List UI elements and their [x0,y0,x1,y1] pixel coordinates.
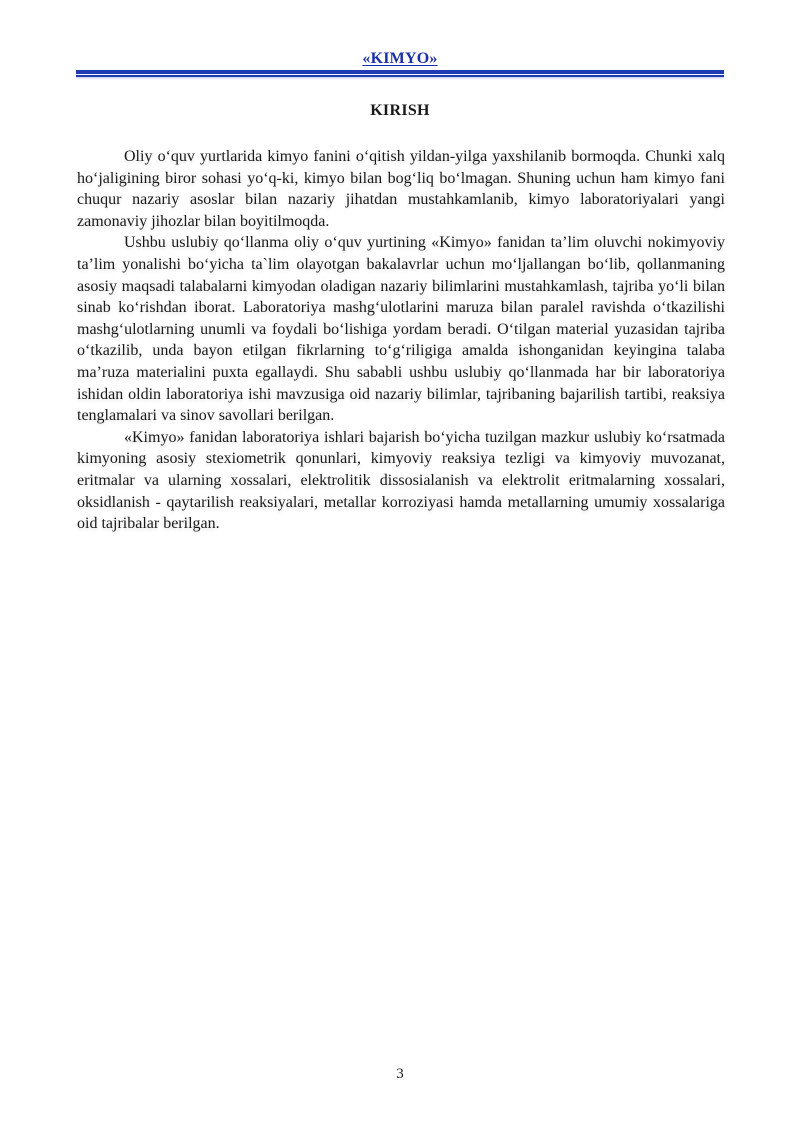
paragraph-3: «Kimyo» fanidan laboratoriya ishlari bajarish boʻyicha tuzilgan mazkur uslubiy koʻrsatmada kimyoning asosiy stexiometrik qonunlari, kimyoviy reaksiya tezligi va kimyoviy muvozanat, eritmalar va ularning xossalari, elektrolitik dissosialanish va elektrolit eritmalarning xossalari, oksidlanish - qaytarilish reaksiyalari, metallar korroziyasi hamda metallarning umumiy xossalariga oid tajribalar berilgan. [77,428,725,533]
header-double-rule [76,70,724,78]
body-text [77,146,725,535]
page-number: 3 [396,1066,404,1082]
paragraph-1: Oliy oʻquv yurtlarida kimyo fanini oʻqitish yildan-yilga yaxshilanib bormoqda. Chunki xalq hoʻjaligining biror sohasi yoʻq-ki, kimyo bilan bogʻliq boʻlmagan. Shuning uchun ham kimyo fani chuqur nazariy asoslar bilan nazariy jihatdan mustahkamlanib, kimyo laboratoriyalari yangi zamonaviy jihozlar bilan boyitilmoqda. [77,148,725,230]
section-heading: KIRISH [370,102,430,119]
header-rule-thick-line [76,70,724,74]
header-rule-thin-line [76,75,724,77]
paragraph-2: Ushbu uslubiy qoʻllanma oliy oʻquv yurtining «Kimyo» fanidan ta’lim oluvchi nokimyoviy ta’lim yonalishi boʻyicha ta`lim olayotgan bakalavrlar uchun moʻljallangan boʻlib, qollanmaning asosiy maqsadi talabalarni kimyodan oladigan nazariy bilimlarini mustahkamlash, tajriba yoʻli bilan sinab koʻrishdan iborat. Laboratoriya mashgʻulotlarini maruza bilan paralel ravishda oʻtkazilishi mashgʻulotlarning unumli va foydali boʻlishiga yordam beradi. Oʻtilgan material yuzasidan tajriba oʻtkazilib, unda bayon etilgan fikrlarning toʻgʻriligiga amalda ishonganidan keyingina talaba ma’ruza materialini puxta egallaydi. Shu sababli ushbu uslubiy qoʻllanmada har bir laboratoriya ishidan oldin laboratoriya ishi mavzusiga oid nazariy bilimlar, tajribaning bajarilish tartibi, reaksiya tenglamalari va sinov savollari berilgan. [77,234,725,425]
running-header-title: «KIMYO» [362,50,438,67]
